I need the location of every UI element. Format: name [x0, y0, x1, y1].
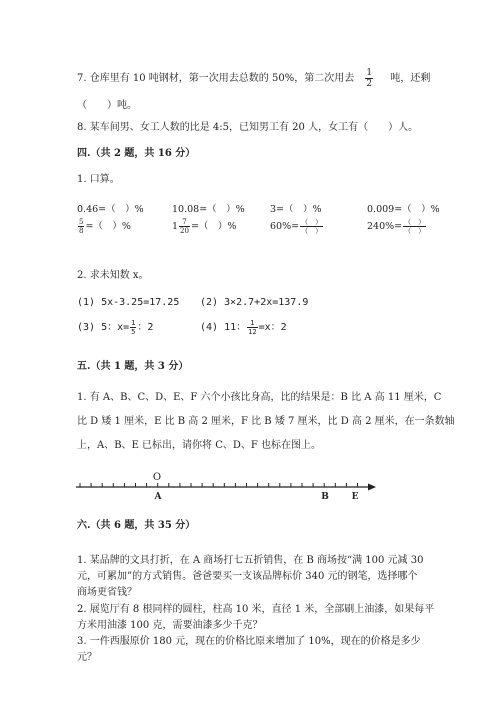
oral-calc-6-den: 20 — [180, 227, 189, 235]
q8-text: 8. 某车间男、女工人数的比是 4:5，已知男工有 20 人，女工有（ ）人。 — [77, 122, 419, 133]
number-line-arrow — [368, 484, 376, 491]
oral-calc-6-num: 7 — [179, 218, 190, 227]
label-a: A — [154, 492, 162, 502]
q7-line2: （ ）吨。 — [77, 100, 137, 111]
oral-calc-8-fraction — [403, 218, 426, 235]
q7-frac-den: 2 — [366, 79, 373, 89]
q7-line1 — [77, 68, 430, 89]
section5-title: 五.（共 1 题，共 3 分） — [77, 361, 189, 372]
section6-line6: 3. 一件西服原价 180 元，现在的价格比原来增加了 10%，现在的价格是多少 — [77, 636, 421, 647]
equation-3 — [77, 318, 153, 336]
equation-3-post: ：2 — [137, 322, 154, 333]
oral-calc-5 — [77, 218, 131, 235]
section6-line7: 元？ — [77, 652, 97, 663]
equation-2: (2) 3×2.7+2x=137.9 — [200, 297, 309, 308]
oral-calc-5-fraction — [78, 218, 84, 235]
oral-calc-7 — [270, 218, 324, 235]
oral-calc-5-rest: =（ ）% — [85, 221, 131, 232]
section6-line2: 元，可累加”的方式销售。爸爸要买一支该品牌标价 340 元的钢笔，选择哪个 — [77, 571, 418, 582]
section6-line4: 2. 展览厅有 8 根同样的圆柱，柱高 10 米，直径 1 米，全部刷上油漆，如果每平 — [77, 604, 435, 615]
section6-title: 六.（共 6 题，共 35 分） — [77, 520, 196, 531]
origin-label: O — [152, 472, 162, 483]
section4-q2-title: 2. 求未知数 x。 — [77, 270, 149, 281]
section5-line1: 1. 有 A、B、C、D、E、F 六个小孩比身高，比的结果是：B 比 A 高 11 厘米，C — [77, 392, 442, 403]
oral-calc-2: 10.08=（ ）% — [172, 204, 245, 215]
oral-calc-6-fraction — [179, 218, 190, 235]
q7-frac-num: 1 — [366, 68, 373, 78]
oral-calc-8-pre: 240%= — [367, 221, 403, 232]
number-line — [70, 468, 380, 502]
oral-calc-5-num: 5 — [79, 218, 84, 226]
q7-fraction — [365, 68, 373, 89]
equation-1: (1) 5x-3.25=17.25 — [77, 297, 180, 308]
section5-line2: 比 D 矮 1 厘米，E 比 B 高 2 厘米，F 比 B 矮 7 厘米，比 D 高 2 厘米，在一条数轴 — [77, 416, 455, 427]
equation-3-den: 5 — [131, 327, 136, 336]
equation-4-post: =x：2 — [258, 322, 287, 333]
q7-text-after: 吨，还剩 — [390, 73, 431, 84]
equation-4-den: 12 — [248, 327, 257, 336]
section4-q1-title: 1. 口算。 — [77, 174, 120, 185]
oral-calc-6-whole: 1 — [172, 221, 179, 232]
equation-4-fraction — [247, 319, 257, 336]
oral-calc-3: 3=（ ）% — [270, 204, 322, 215]
label-e: E — [351, 492, 359, 502]
section6-line3: 商场更省钱？ — [77, 587, 137, 598]
section6-line1: 1. 某品牌的文具打折，在 A 商场打七五折销售，在 B 商场按“满 100 元减 30 — [77, 555, 424, 566]
oral-calc-6-rest: =（ ）% — [190, 221, 237, 232]
oral-calc-7-den: （ ） — [301, 227, 323, 235]
oral-calc-6 — [172, 218, 236, 235]
number-line-ticks — [80, 483, 358, 487]
equation-3-num: 1 — [131, 318, 136, 327]
oral-calc-5-den: 8 — [79, 227, 84, 235]
oral-calc-7-pre: 60%= — [270, 221, 300, 232]
oral-calc-8 — [367, 218, 427, 235]
equation-4 — [200, 318, 287, 336]
oral-calc-1: 0.46=（ ）% — [77, 204, 144, 215]
q7-text-before: 7. 仓库里有 10 吨钢材，第一次用去总数的 50%，第二次用去 — [77, 73, 355, 84]
equation-3-fraction — [130, 319, 136, 336]
label-b: B — [321, 492, 329, 502]
oral-calc-7-num: （ ） — [301, 218, 323, 226]
section4-title: 四.（共 2 题，共 16 分） — [77, 148, 196, 159]
oral-calc-8-den: （ ） — [404, 227, 426, 235]
equation-4-pre: (4) 11： — [200, 322, 247, 333]
oral-calc-8-num: （ ） — [404, 218, 426, 226]
oral-calc-7-fraction — [300, 218, 323, 235]
equation-4-num: 1 — [247, 319, 257, 328]
equation-3-pre: (3) 5：x= — [77, 322, 130, 333]
section5-line3: 上，A、B、E 已标出，请你将 C、D、F 也标在图上。 — [77, 440, 322, 451]
oral-calc-4: 0.009=（ ）% — [367, 204, 440, 215]
section6-line5: 方米用油漆 100 克，需要油漆多少千克？ — [77, 620, 263, 631]
